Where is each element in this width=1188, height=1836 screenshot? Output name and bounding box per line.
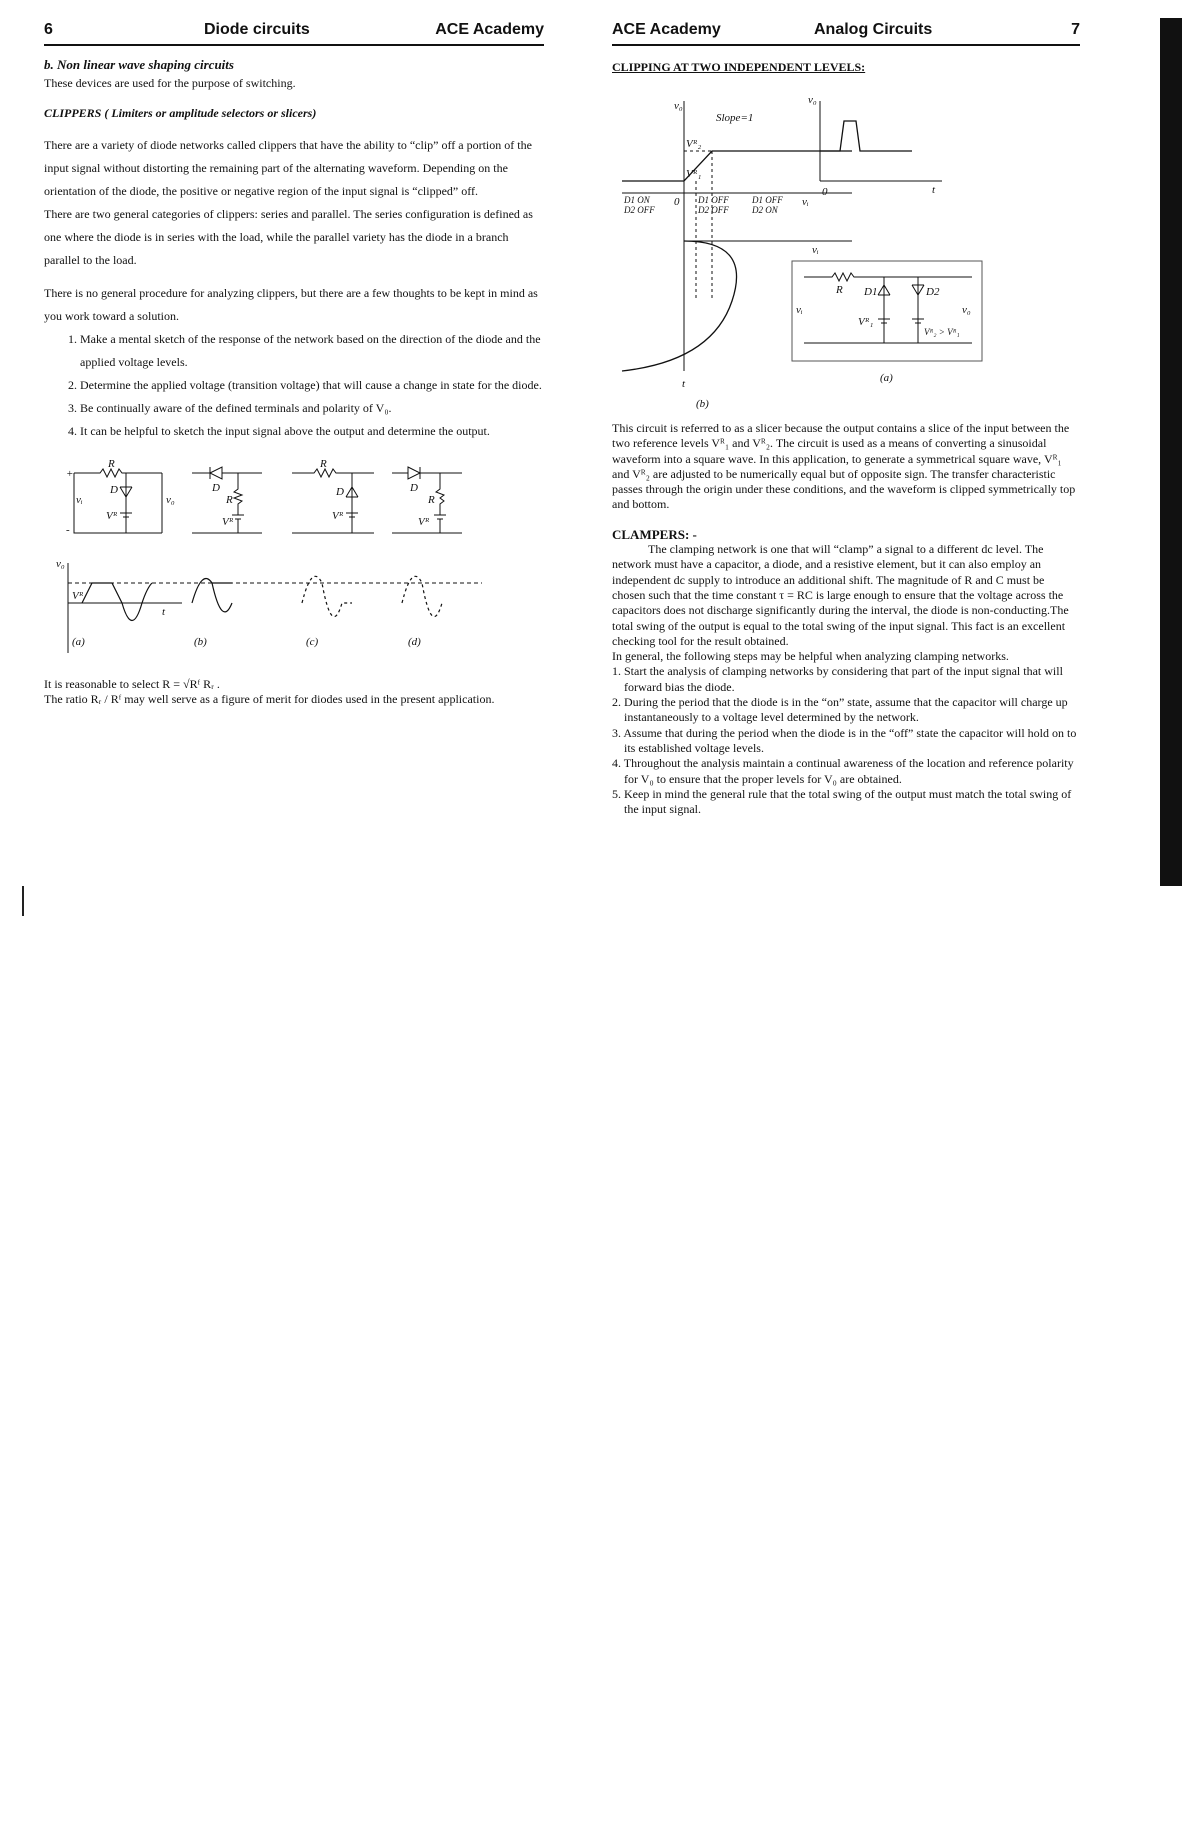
clipping-section-title: CLIPPING AT TWO INDEPENDENT LEVELS:	[612, 60, 866, 74]
circuit-d	[392, 467, 462, 533]
plus-sign: +	[66, 468, 74, 480]
d2-off-mid-label: D2 OFF	[698, 205, 729, 215]
diode-label: D	[336, 486, 344, 498]
diode-label: D	[212, 482, 220, 494]
vr2-label: Vᴿ₂	[686, 138, 702, 150]
circuit-d1-label: D1	[864, 286, 878, 298]
transfer-characteristic	[622, 100, 852, 410]
right-page-header	[612, 20, 1080, 46]
binding-edge-bar	[1160, 18, 1182, 886]
circuit-d2-label: D2	[926, 286, 940, 298]
section-intro: These devices are used for the purpose of switching.	[44, 76, 296, 90]
clippers-paragraph-1: There are a variety of diode networks called clippers that have the ability to “clip” off a portion of the input signal without distorting the remaining part of the alternating waveform. Depending on the orientation of the diode, the positive or negative region of the input signal is “clipped” off.	[44, 138, 532, 198]
axis-vi-label: vᵢ	[802, 196, 809, 208]
axis-vo-label: v₀	[674, 100, 683, 112]
caption-c: (c)	[306, 636, 319, 648]
output-waveform	[808, 94, 942, 198]
minus-sign: -	[66, 524, 70, 536]
note-resistor-selection: It is reasonable to select R = √Rᶠ Rᵣ .	[44, 677, 220, 691]
circuit-vi-label: vᵢ	[796, 304, 803, 316]
vr-label: Vᴿ	[106, 510, 118, 522]
clampers-intro: In general, the following steps may be helpful when analyzing clamping networks.	[612, 649, 1009, 664]
clipper-circuits-figure	[56, 458, 532, 663]
page-number: 6	[44, 21, 53, 38]
circuit-b	[192, 467, 262, 533]
list-item: 4. It can be helpful to sketch the input signal above the output and determine the output.	[80, 420, 544, 443]
circuit-vr1-label: Vᴿ₁	[858, 316, 874, 328]
page-number: 7	[1071, 21, 1080, 38]
list-item: 3. Be continually aware of the defined terminals and polarity of V₀.	[80, 397, 544, 420]
two-level-clipper-figure	[612, 81, 1080, 421]
circuit-c	[292, 458, 374, 533]
output-t-label: t	[932, 184, 936, 196]
resistor-label: R	[108, 458, 115, 470]
list-item: 3. Assume that during the period when the diode is in the “off” state the capacitor will hold on to its established voltage levels.	[612, 725, 1077, 755]
vr-label: Vᴿ	[332, 510, 344, 522]
vi-label: vᵢ	[76, 494, 83, 506]
page-edge-mark	[22, 886, 24, 916]
vr1-label: Vᴿ₁	[686, 168, 702, 180]
circuit-r-label: R	[836, 284, 843, 296]
axis-t-label: t	[682, 378, 686, 390]
circuit-a	[66, 458, 175, 536]
vr-label: Vᴿ	[222, 516, 234, 528]
list-item: 1. Start the analysis of clamping networks by considering that part of the input signal that will forward bias the diode.	[612, 664, 1063, 694]
list-item: 2. During the period that the diode is in the “on” state, assume that the capacitor will charge up instantaneously to a voltage level determined by the network.	[612, 695, 1068, 725]
circuit-vo-label: v₀	[962, 304, 971, 316]
publisher-name: ACE Academy	[612, 21, 721, 38]
chapter-title: Analog Circuits	[814, 21, 933, 38]
chapter-title: Diode circuits	[204, 21, 310, 38]
publisher-name: ACE Academy	[435, 21, 544, 38]
clippers-paragraph-2: There are two general categories of clippers: series and parallel. The series configuration is defined as one where the diode is in series with the load, while the parallel variety has the diode in a branch parallel to the load.	[44, 207, 533, 267]
d1-off-right-label: D1 OFF	[752, 195, 783, 205]
vr-label: Vᴿ	[418, 516, 430, 528]
output-vo-label: v₀	[808, 94, 817, 106]
slicer-paragraph: This circuit is referred to as a slicer because the output contains a slice of the input between the two reference levels Vᴿ₁ and Vᴿ₂. The circuit is used as a means of converting a sinusoidal waveform into a square wave. In this application, to generate a symmetrical square wave, Vᴿ₁ and Vᴿ₂ are adjusted to be numerically equal but of opposite sign. The transfer characteristic passes through the origin under these conditions, and the waveform is clipped symmetrically top and bottom.	[612, 421, 1076, 512]
output-origin-label: 0	[822, 186, 828, 198]
list-item: 2. Determine the applied voltage (transition voltage) that will cause a change in state for the diode.	[80, 374, 544, 397]
d1-off-mid-label: D1 OFF	[698, 195, 729, 205]
left-page-header	[44, 20, 544, 46]
vo-label: v₀	[166, 494, 175, 506]
left-page	[44, 0, 544, 708]
section-title: b. Non linear wave shaping circuits	[44, 57, 234, 72]
clippers-title: CLIPPERS ( Limiters or amplitude selectors or slicers)	[44, 106, 317, 120]
d2-off-label: D2 OFF	[624, 205, 655, 215]
caption-d: (d)	[408, 636, 421, 648]
slope-label: Slope=1	[716, 112, 754, 124]
output-waveforms	[56, 558, 482, 653]
axis-vr-label: Vᴿ	[72, 590, 84, 602]
diode-label: D	[110, 484, 118, 496]
axis-vi-label-lower: vᵢ	[812, 244, 819, 256]
clipper-steps-list	[44, 328, 544, 443]
axis-t-label: t	[162, 606, 166, 618]
slicer-circuit	[792, 261, 982, 384]
clippers-paragraph-3: There is no general procedure for analyzing clippers, but there are a few thoughts to be kept in mind as you work toward a solution.	[44, 286, 538, 323]
list-item: 1. Make a mental sketch of the response of the network based on the direction of the diode and the applied voltage levels.	[80, 328, 544, 374]
d2-on-right-label: D2 ON	[752, 205, 778, 215]
list-item: 5. Keep in mind the general rule that the total swing of the output must match the total swing of the input signal.	[612, 786, 1072, 817]
caption-b: (b)	[696, 398, 709, 410]
right-page	[612, 0, 1080, 817]
circuit-condition-label: Vᴿ₂ > Vᴿ₁	[924, 327, 960, 337]
note-figure-of-merit: The ratio Rᵣ / Rᶠ may well serve as a figure of merit for diodes used in the present application.	[44, 692, 495, 707]
caption-b: (b)	[194, 636, 207, 648]
d1-on-label: D1 ON	[624, 195, 650, 205]
clampers-title: CLAMPERS: -	[612, 526, 697, 542]
axis-vo-label: v₀	[56, 558, 65, 570]
resistor-label: R	[428, 494, 435, 506]
origin-label: 0	[674, 196, 680, 208]
caption-a: (a)	[880, 372, 893, 384]
list-item: 4. Throughout the analysis maintain a continual awareness of the location and reference polarity for V₀ to ensure that the proper levels for V₀ are obtained.	[612, 756, 1074, 786]
diode-label: D	[410, 482, 418, 494]
resistor-label: R	[226, 494, 233, 506]
clamper-steps-list	[612, 664, 1080, 817]
caption-a: (a)	[72, 636, 85, 648]
clampers-paragraph: The clamping network is one that will “clamp” a signal to a different dc level. The network must have a capacitor, a diode, and a resistive element, but it can also employ an independent dc supply to introduce an additional shift. The magnitude of R and C must be chosen such that the time constant τ = RC is large enough to ensure that the voltage across the capacitors does not discharge significantly during the interval, the diode is non-conducting.The total swing of the output is equal to the total swing of the input signal. This fact is an excellent checking tool for the result obtained.	[612, 542, 1069, 648]
resistor-label: R	[320, 458, 327, 470]
